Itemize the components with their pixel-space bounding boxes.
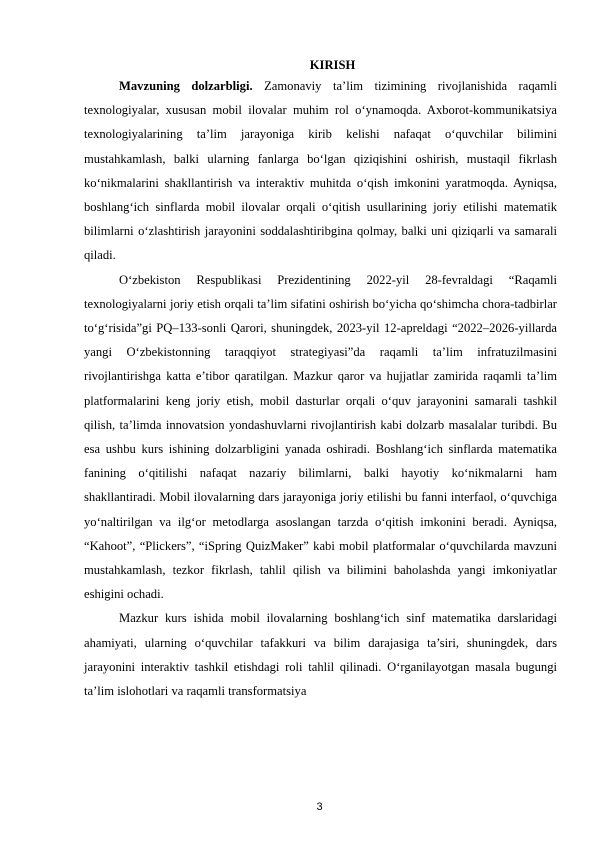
- paragraph-text: Mazkur kurs ishida mobil ilovalarning boshlang‘ich sinf matematika darslaridagi ahamiyati, ularning o‘quvchilar tafakkuri va bilim darajasiga ta’siri, shuningdek, dars jarayonini interaktiv tashkil etishdagi roli tahlil qilinadi. O‘rganilayotgan masala bugungi ta’lim islohotlari va raqamli transformatsiya: [84, 611, 557, 699]
- paragraph-relevance: [84, 74, 557, 268]
- document-page: [84, 56, 557, 703]
- section-title: KIRISH: [309, 58, 356, 72]
- paragraph-lead: Mavzuning dolzarbligi.: [119, 79, 253, 93]
- paragraph-text: Zamonaviy ta’lim tizimining rivojlanishida raqamli texnologiyalar, xususan mobil ilovalar muhim rol o‘ynamoqda. Axborot-kommunikatsiya texnologiyalarining ta’lim jarayoniga kirib kelishi nafaqat o‘quvchilar bilimini mustahkamlash, balki ularning fanlarga bo‘lgan qiziqishini oshirish, mustaqil fikrlash ko‘nikmalarini shakllantirish va interaktiv muhitda o‘qish imkonini yaratmoqda. Ayniqsa, boshlang‘ich sinflarda mobil ilovalar orqali o‘qitish usullarining joriy etilishi matematik bilimlarni o‘zlashtirish jarayonini soddalashtiribgina qolmay, balki uni qiziqarli va samarali qiladi.: [84, 79, 558, 263]
- paragraph-text: O‘zbekiston Respublikasi Prezidentining 2022-yil 28-fevraldagi “Raqamli texnologiyalarni joriy etish orqali ta’lim sifatini oshirish bo‘yicha qo‘shimcha chora-tadbirlar to‘g‘risida”gi PQ–133-sonli Qarori, shuningdek, 2023-yil 12-apreldagi “2022–2026-yillarda yangi O‘zbekistonning taraqqiyot strategiyasi”da raqamli ta’lim infratuzilmasini rivojlantirishga katta e’tibor qaratilgan. Mazkur qaror va hujjatlar zamirida raqamli ta’lim platformalarini keng joriy etish, mobil dasturlar orqali o‘quv jarayonini samarali tashkil qilish, ta’limda innovatsion yondashuvlarni rivojlantirish kabi dolzarb masalalar turibdi. Bu esa ushbu kurs ishining dolzarbligini yanada oshiradi. Boshlang‘ich sinflarda matematika fanining o‘qitilishi nafaqat nazariy bilimlarni, balki hayotiy ko‘nikmalarni ham shakllantiradi. Mobil ilovalarning dars jarayoniga joriy etilishi bu fanni interfaol, o‘quvchiga yo‘naltirilgan va ilg‘or metodlarga asoslangan tarzda o‘qitish imkonini beradi. Ayniqsa, “Kahoot”, “Plickers”, “iSpring QuizMaker” kabi mobil platformalar o‘quvchilarda mavzuni mustahkamlash, tezkor fikrlash, tahlil qilish va bilimini baholashda yangi imkoniyatlar eshigini ochadi.: [84, 272, 557, 602]
- page-number: 3: [316, 801, 323, 813]
- paragraph-course-work: [84, 606, 557, 703]
- paragraph-decrees: [84, 268, 557, 607]
